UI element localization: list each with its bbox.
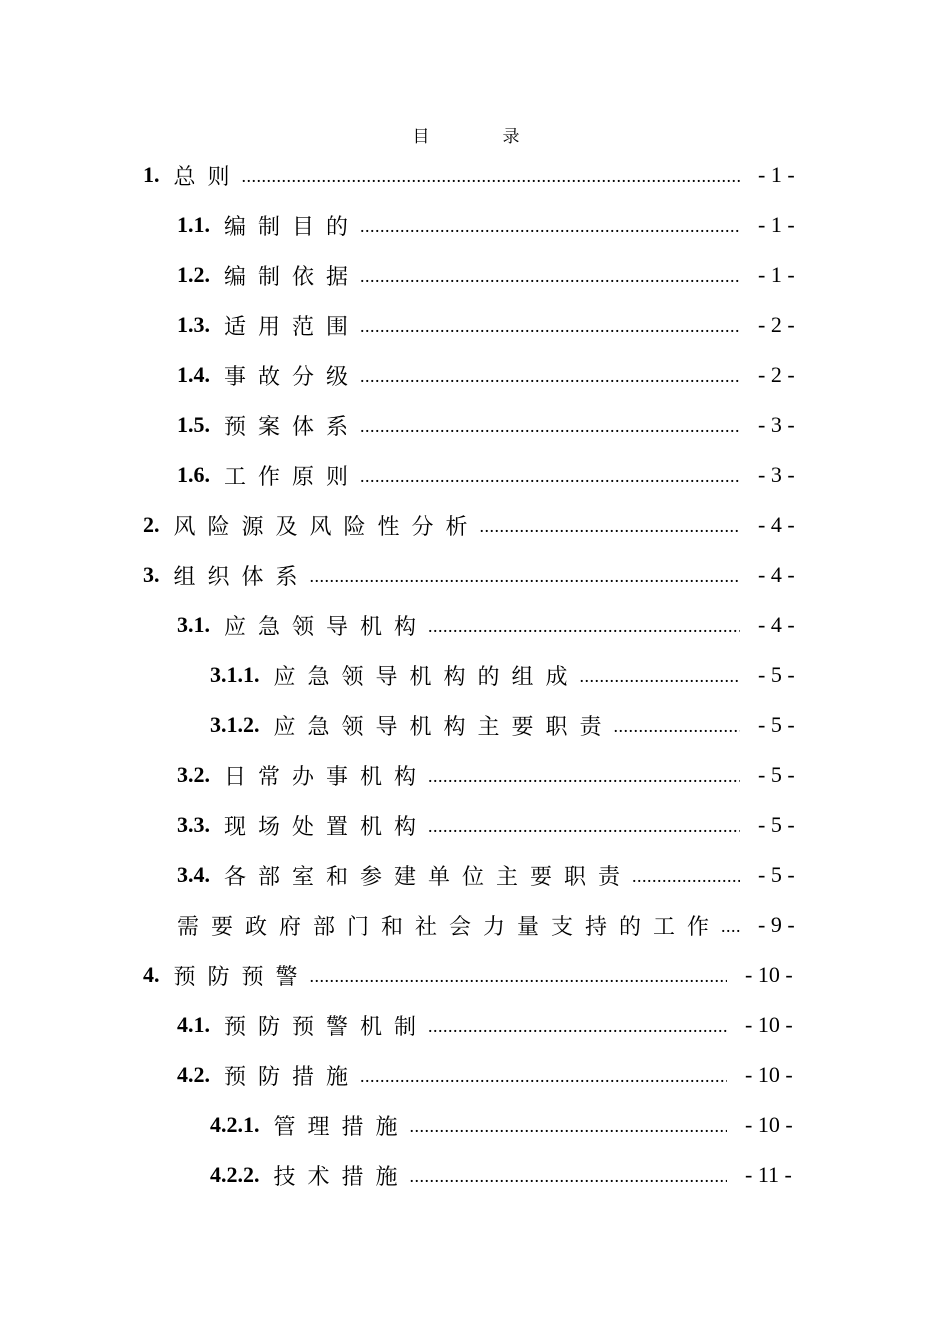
toc-entry-number: 3.2.: [177, 762, 210, 787]
toc-entry-page-number: - 10 -: [745, 962, 793, 987]
toc-dot-leader: [410, 1116, 727, 1137]
toc-entry-label: 工作原则: [224, 463, 361, 489]
toc-entry-label: 应急领导机构的组成: [273, 663, 580, 689]
toc-dot-leader: [360, 216, 740, 237]
toc-entry-page-number: - 1 -: [758, 262, 795, 287]
toc-entry-page-number: - 2 -: [758, 312, 795, 337]
toc-entry-page-number: - 11 -: [745, 1162, 792, 1187]
toc-entry[interactable]: [0, 450, 950, 500]
toc-dot-leader: [480, 516, 740, 537]
toc-dot-leader: [242, 166, 740, 187]
toc-dot-leader: [721, 916, 740, 937]
toc-entry[interactable]: [0, 500, 950, 550]
toc-entry-label: 管理措施: [273, 1113, 410, 1139]
toc-entry-number: 4.2.2.: [210, 1162, 260, 1187]
toc-entry-number: 3.1.1.: [210, 662, 260, 687]
toc-entry-number: 4.2.: [177, 1062, 210, 1087]
toc-entry-number: 1.3.: [177, 312, 210, 337]
toc-entry-label: 应急领导机构主要职责: [273, 713, 614, 739]
toc-entry[interactable]: [0, 800, 950, 850]
toc-entry[interactable]: [0, 250, 950, 300]
toc-entry-number: 2.: [143, 512, 160, 537]
toc-entry-page-number: - 10 -: [745, 1112, 793, 1137]
toc-entry-number: 3.1.2.: [210, 712, 260, 737]
toc-entry-label: 预案体系: [224, 413, 361, 439]
toc-entry-number: 3.: [143, 562, 160, 587]
toc-entry-page-number: - 4 -: [758, 562, 795, 587]
toc-entry-page-number: - 5 -: [758, 762, 795, 787]
toc-dot-leader: [410, 1166, 727, 1187]
toc-dot-leader: [310, 966, 727, 987]
toc-entry-page-number: - 10 -: [745, 1012, 793, 1037]
toc-dot-leader: [428, 816, 740, 837]
toc-entry-label: 各部室和参建单位主要职责: [224, 863, 633, 889]
toc-entry-label: 预防措施: [224, 1063, 361, 1089]
toc-entry[interactable]: [0, 600, 950, 650]
toc-dot-leader: [360, 416, 740, 437]
toc-entry-page-number: - 5 -: [758, 662, 795, 687]
toc-entry[interactable]: [0, 550, 950, 600]
toc-entry-page-number: - 2 -: [758, 362, 795, 387]
toc-dot-leader: [632, 866, 740, 887]
toc-entry-page-number: - 1 -: [758, 162, 795, 187]
toc-entry-number: 1.1.: [177, 212, 210, 237]
toc-entry-label: 总则: [173, 163, 242, 189]
toc-entry-number: 4.1.: [177, 1012, 210, 1037]
toc-entry[interactable]: [0, 400, 950, 450]
toc-entry-label: 组织体系: [173, 563, 310, 589]
toc-entry-label: 编制依据: [224, 263, 361, 289]
toc-entry[interactable]: [0, 900, 950, 950]
toc-entry-page-number: - 10 -: [745, 1062, 793, 1087]
toc-entry-number: 3.4.: [177, 862, 210, 887]
table-of-contents: [0, 150, 950, 1200]
toc-dot-leader: [428, 766, 740, 787]
toc-entry[interactable]: [0, 650, 950, 700]
toc-entry-label: 预防预警: [173, 963, 310, 989]
toc-entry[interactable]: [0, 700, 950, 750]
toc-dot-leader: [360, 366, 740, 387]
toc-entry-number: 1.4.: [177, 362, 210, 387]
toc-dot-leader: [360, 316, 740, 337]
toc-entry[interactable]: [0, 1050, 950, 1100]
toc-entry-page-number: - 4 -: [758, 612, 795, 637]
toc-entry-page-number: - 4 -: [758, 512, 795, 537]
toc-entry[interactable]: [0, 300, 950, 350]
toc-dot-leader: [614, 716, 740, 737]
toc-dot-leader: [428, 1016, 727, 1037]
toc-entry[interactable]: [0, 1000, 950, 1050]
toc-dot-leader: [580, 666, 740, 687]
toc-entry-number: 4.2.1.: [210, 1112, 260, 1137]
toc-dot-leader: [360, 466, 740, 487]
toc-entry-page-number: - 9 -: [758, 912, 795, 937]
toc-entry[interactable]: [0, 950, 950, 1000]
toc-dot-leader: [360, 1066, 727, 1087]
toc-entry-number: 1.: [143, 162, 160, 187]
toc-dot-leader: [360, 266, 740, 287]
toc-entry-number: 1.6.: [177, 462, 210, 487]
toc-title: 目 录: [412, 127, 548, 146]
toc-entry-label: 现场处置机构: [224, 813, 429, 839]
toc-entry[interactable]: [0, 350, 950, 400]
toc-entry[interactable]: [0, 1150, 950, 1200]
toc-entry-label: 需要政府部门和社会力量支持的工作: [177, 913, 722, 939]
toc-entry-label: 编制目的: [224, 213, 361, 239]
toc-entry-label: 预防预警机制: [224, 1013, 429, 1039]
toc-entry-number: 3.1.: [177, 612, 210, 637]
toc-entry-page-number: - 5 -: [758, 812, 795, 837]
toc-entry[interactable]: [0, 750, 950, 800]
toc-entry-number: 1.5.: [177, 412, 210, 437]
toc-entry[interactable]: [0, 200, 950, 250]
toc-entry-page-number: - 5 -: [758, 862, 795, 887]
toc-entry-page-number: - 1 -: [758, 212, 795, 237]
toc-dot-leader: [428, 616, 740, 637]
toc-entry-label: 日常办事机构: [224, 763, 429, 789]
toc-entry-label: 适用范围: [224, 313, 361, 339]
toc-entry-number: 1.2.: [177, 262, 210, 287]
toc-entry-page-number: - 3 -: [758, 462, 795, 487]
toc-entry-number: 4.: [143, 962, 160, 987]
toc-entry-label: 风险源及风险性分析: [173, 513, 480, 539]
toc-entry-page-number: - 5 -: [758, 712, 795, 737]
toc-entry-label: 事故分级: [224, 363, 361, 389]
toc-dot-leader: [310, 566, 740, 587]
toc-entry-page-number: - 3 -: [758, 412, 795, 437]
toc-entry-label: 技术措施: [273, 1163, 410, 1189]
toc-entry-label: 应急领导机构: [224, 613, 429, 639]
toc-entry[interactable]: [0, 1100, 950, 1150]
toc-entry-number: 3.3.: [177, 812, 210, 837]
toc-entry[interactable]: [0, 850, 950, 900]
toc-entry[interactable]: [0, 150, 950, 200]
